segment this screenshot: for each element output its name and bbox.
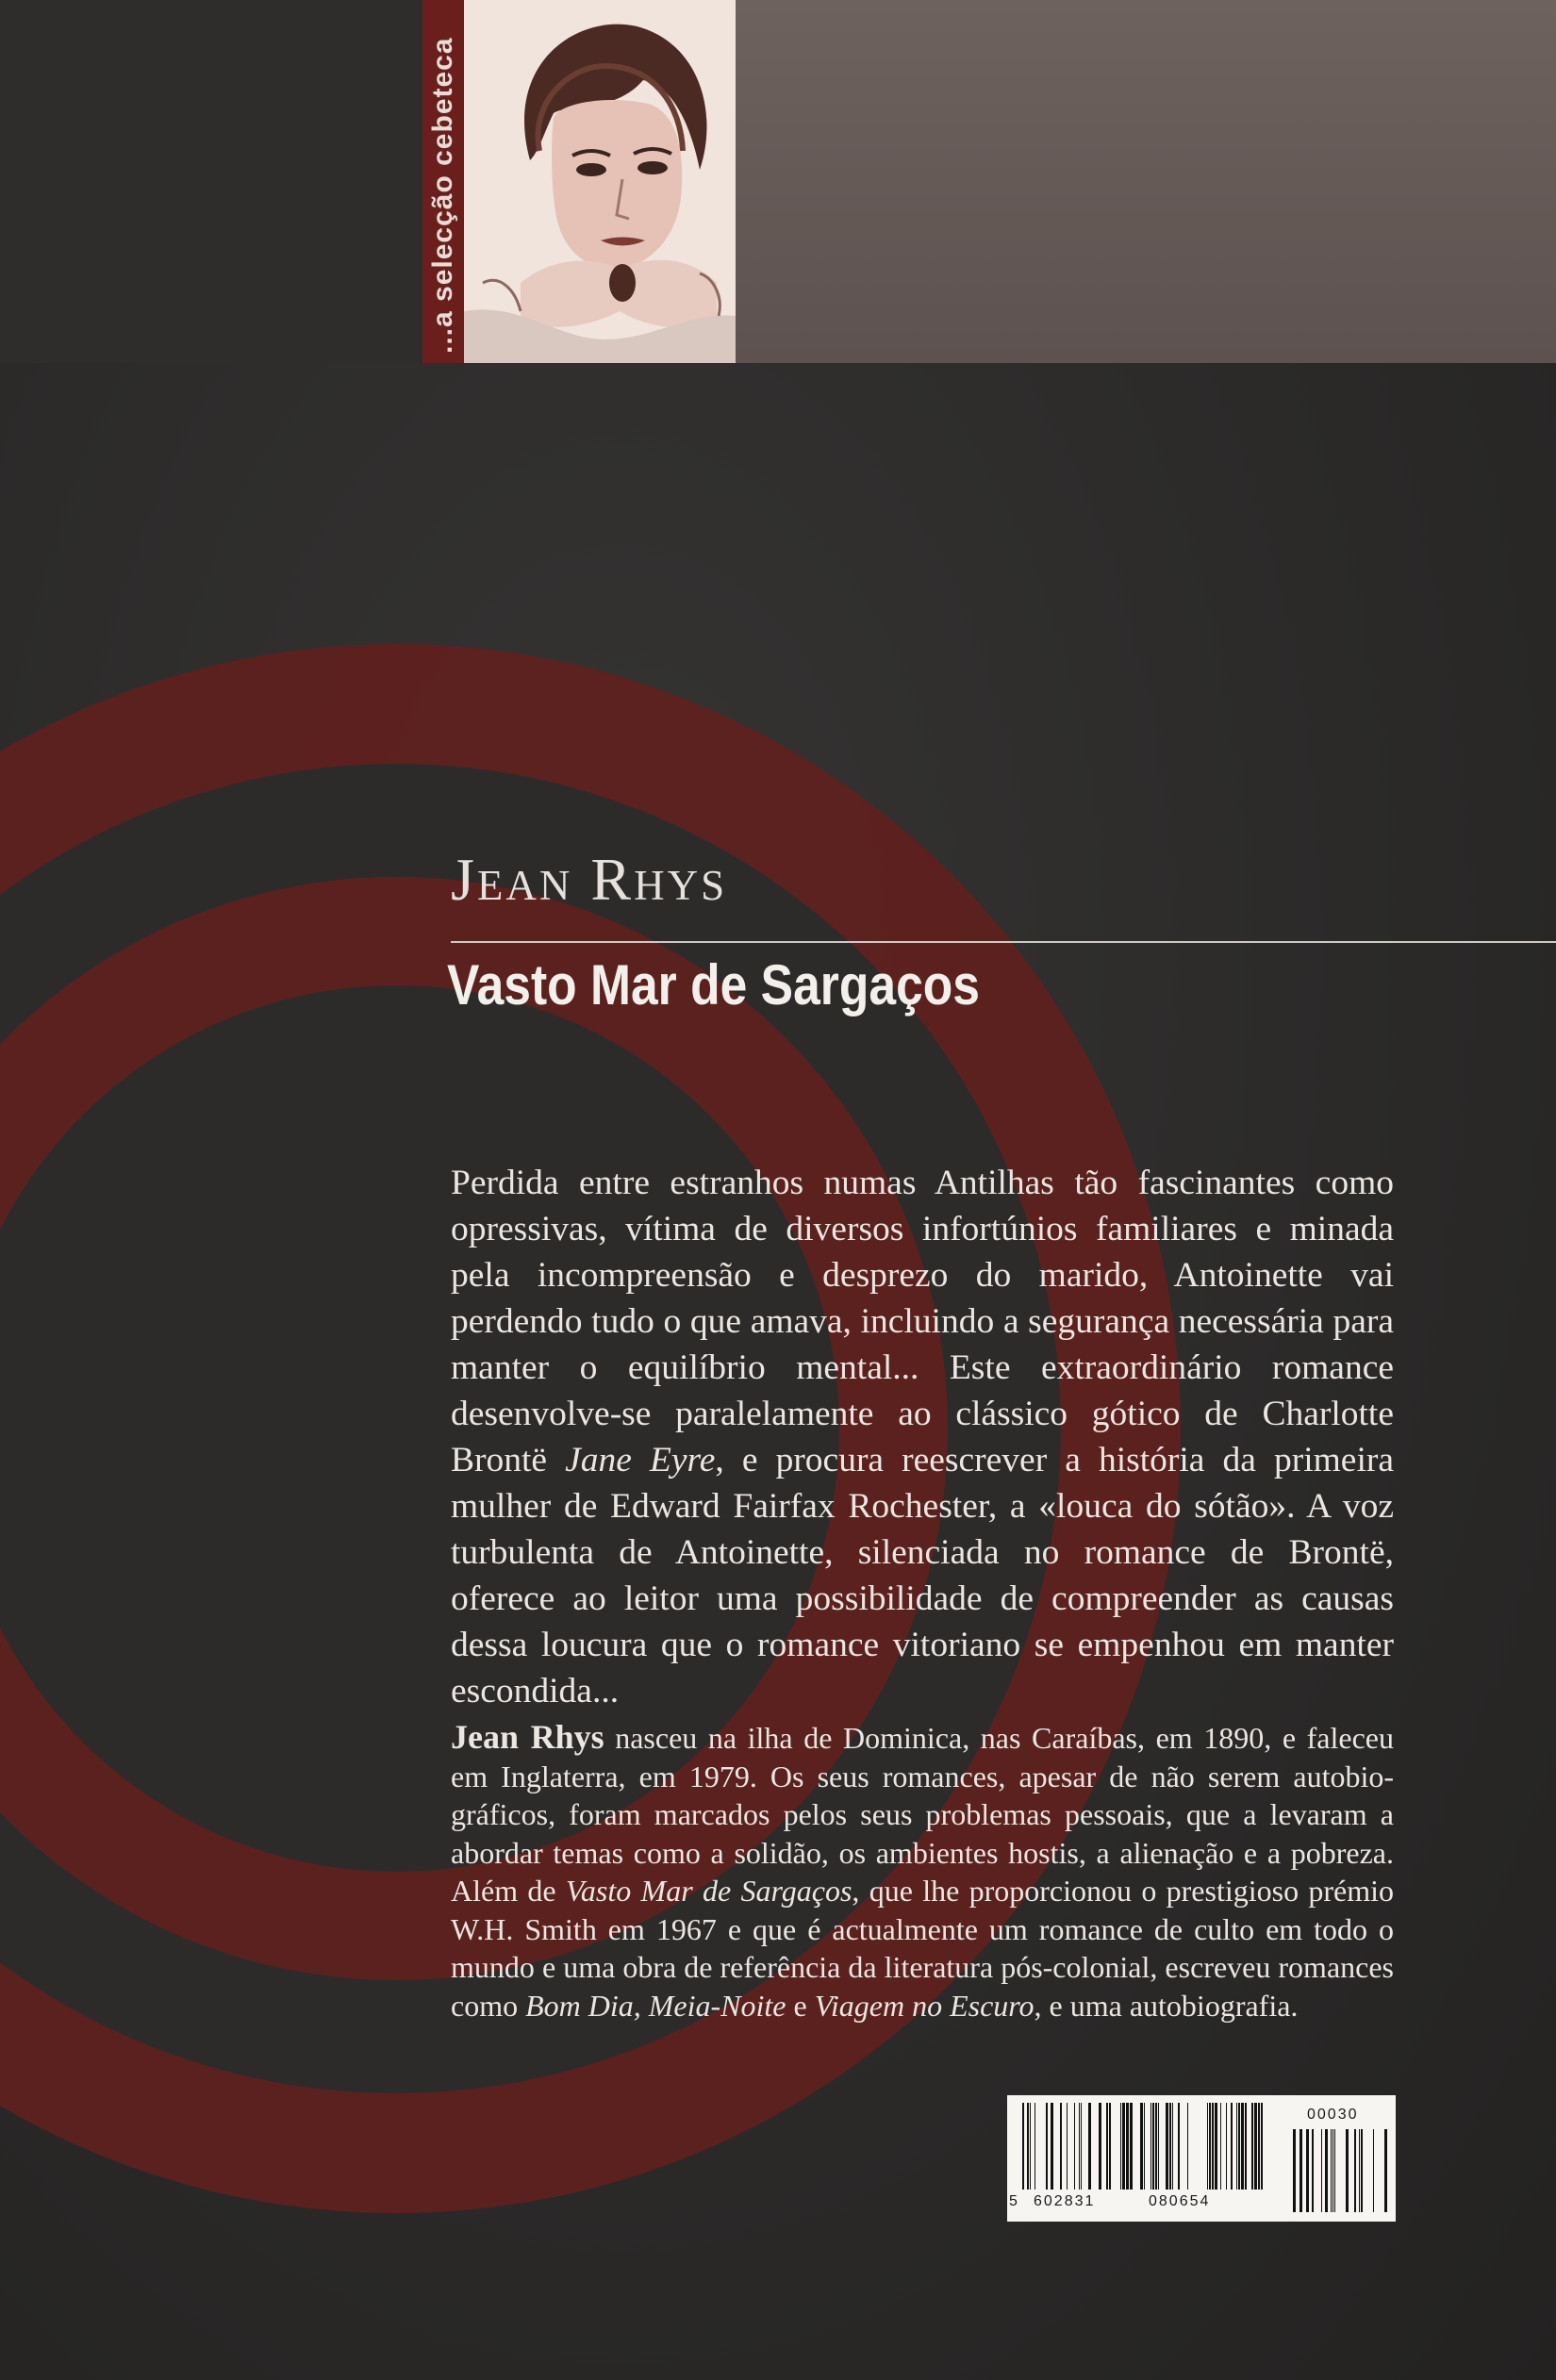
barcode-bar [1207,2103,1208,2190]
barcode-bar [1261,2103,1263,2190]
bio-author-name: Jean Rhys [451,1718,604,1756]
barcode-bar [1060,2103,1062,2190]
barcode-bar [1346,2129,1349,2212]
barcode-bar [1172,2103,1173,2190]
barcode-bar [1126,2103,1129,2190]
synopsis-part: Perdida entre estranhos numas Antilhas tão fascinantes como opressivas, vítima de diversos infortúnios familiares e minada pela incompreensão e desprezo do marido, Antoinette vai perdendo tudo o que amava, incluindo a segurança necessária para manter o equilíbrio mental... Este extraordinário romance desenvolve-se paralelamente ao clássico gótico de Charlotte Brontë [451,1164,1394,1479]
barcode-bar [1254,2103,1257,2190]
synopsis-part: , e procura reescrever a história da primeira mulher de Edward Fairfax Rochester, a «louca do sótão». A voz turbulenta de Antoinette, silenciada no romance de Brontë, oferece ao leitor uma possibilidade de compreender as causas dessa loucura que o romance vitoriano se empenhou em manter escondida... [451,1441,1394,1711]
barcode-bar [1120,2103,1121,2190]
bio-text: , e uma autobiografia. [1034,1988,1299,2023]
barcode-bar [1306,2129,1309,2212]
portrait-illustration [464,0,736,363]
bio-text: , que lhe proporcionou o prestigioso prémio W.H. Smith em 1967 e que é actualmente um romance de culto em todo o mundo e uma obra de referência da literatura pós-colonial, escreveu romances como [451,1874,1395,2023]
header-left-panel [0,0,422,363]
bio-italic-title: Vasto Mar de Sargaços [565,1874,852,1908]
barcode-bar [1220,2103,1221,2190]
barcode-bar [1088,2103,1091,2190]
barcode-left-digits: 602831 [1034,2193,1096,2209]
barcode-bar [1022,2103,1024,2190]
barcode-bar [1312,2129,1314,2212]
barcode-bar [1334,2129,1335,2212]
barcode-bar [1325,2129,1328,2212]
barcode-bar [1152,2103,1154,2190]
bio-text: nasceu na ilha de Dominica, nas Caraíbas, em 1890, e faleceu em Inglaterra, em 1979. Os seus romances, apesar de não serem autobiográficos, foram marcados pelos seus problemas pessoais, que a levaram a abordar temas como a solidão, os ambientes hostis, a alienação e a pobreza. Além de [451,1721,1395,1908]
barcode-bar [1331,2129,1332,2212]
barcode-bar [1046,2103,1048,2190]
barcode-bar [1144,2103,1145,2190]
barcode-bar [1384,2129,1387,2212]
barcode-first-digit: 5 [1009,2193,1019,2209]
barcode-bar [1231,2103,1233,2190]
synopsis-italic: Jane Eyre [565,1441,716,1479]
barcode-bar [1166,2103,1168,2190]
barcode-bar [1212,2103,1214,2190]
barcode-bar [1245,2103,1247,2190]
barcode-addon-number: 00030 [1307,2107,1359,2123]
header-band [736,0,1556,363]
bio-text: e [786,1988,815,2023]
barcode-bar [1067,2103,1068,2190]
barcode-right-digits: 080654 [1149,2193,1211,2209]
barcode-bar [1187,2103,1188,2190]
bio-italic-title: Bom Dia, Meia-Noite [525,1988,786,2023]
series-label: ...a selecção cebeteca [427,37,458,354]
barcode-bar [1130,2103,1133,2190]
author-portrait [464,0,736,363]
barcode-bar [1321,2129,1322,2212]
title-divider [451,941,1556,943]
barcode-bar [1106,2103,1108,2190]
barcode-bar [1027,2103,1029,2190]
barcode-bar [1354,2129,1356,2212]
barcode-bar [1209,2103,1211,2190]
barcode-bar [1155,2103,1157,2190]
barcode [1007,2095,1396,2222]
barcode-bar [1178,2103,1180,2190]
barcode-bar [1361,2129,1363,2212]
barcode-bar [1373,2129,1374,2212]
book-title: Vasto Mar de Sargaços [447,953,980,1016]
barcode-bar [1169,2103,1171,2190]
barcode-bar [1074,2103,1075,2190]
barcode-bar [1251,2103,1253,2190]
author-bio [451,1718,1394,2025]
barcode-bar [1238,2103,1240,2190]
barcode-bar [1109,2103,1111,2190]
synopsis-text [451,1160,1394,1714]
barcode-bar [1030,2103,1031,2190]
barcode-bar [1215,2103,1217,2190]
barcode-bar [1140,2103,1143,2190]
barcode-bar [1226,2103,1227,2190]
barcode-bar [1122,2103,1125,2190]
barcode-bar [1359,2129,1360,2212]
barcode-bar [1293,2129,1296,2212]
barcode-bar [1081,2103,1082,2190]
barcode-bar [1051,2103,1053,2190]
barcode-bar [1299,2129,1302,2212]
barcode-bar [1099,2103,1101,2190]
barcode-bar [1079,2103,1080,2190]
author-name: Jean Rhys [451,846,728,913]
bio-italic-title: Viagem no Escuro [814,1988,1035,2023]
barcode-bar [1150,2103,1151,2190]
barcode-bar [1258,2103,1260,2190]
barcode-bar [1236,2103,1237,2190]
barcode-bar [1158,2103,1159,2190]
barcode-bar [1241,2103,1244,2190]
